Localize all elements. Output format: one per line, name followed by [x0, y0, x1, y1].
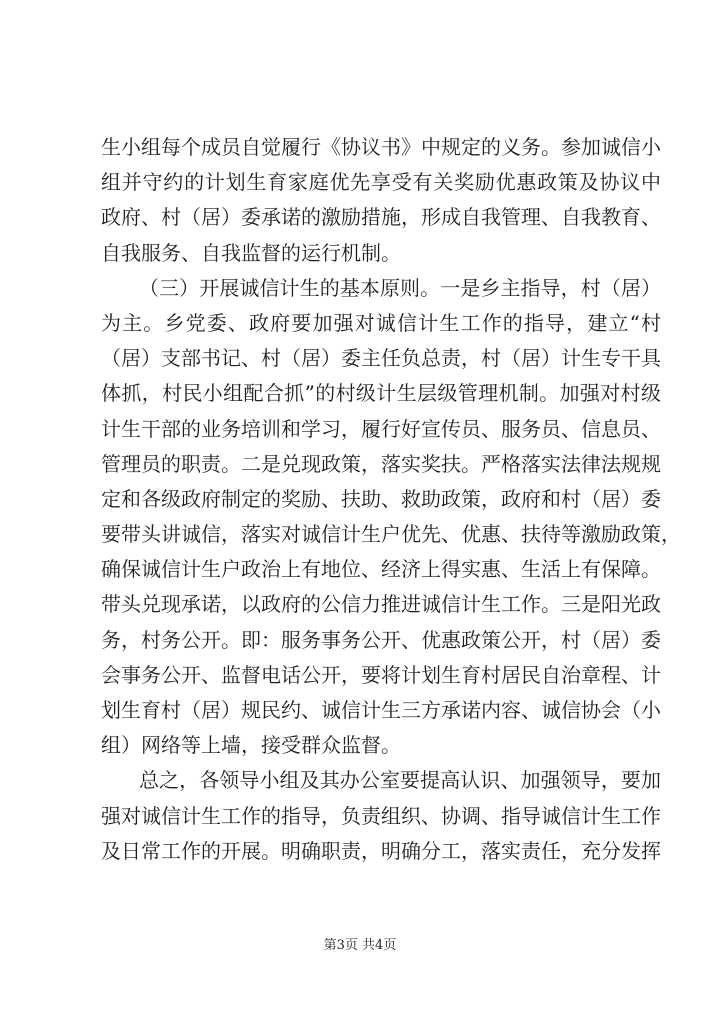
text-line: 要带头讲诚信，落实对诚信计生户优先、优惠、扶待等激励政策，: [101, 522, 681, 547]
text-line: 管理员的职责。二是兑现政策，落实奖扶。严格落实法律法规规: [101, 451, 661, 476]
text-line: 生小组每个成员自觉履行《协议书》中规定的义务。参加诚信小: [101, 135, 661, 159]
text-line: 及日常工作的开展。明确职责，明确分工，落实责任，充分发挥: [101, 838, 661, 863]
text-line: （三）开展诚信计生的基本原则。一是乡主指导，村（居）: [139, 275, 661, 300]
paragraph: [101, 763, 661, 869]
text-line: 计生干部的业务培训和学习，履行好宣传员、服务员、信息员、: [101, 416, 661, 441]
text-line: 总之，各领导小组及其办公室要提高认识、加强领导，要加: [139, 768, 661, 793]
document-body: [101, 130, 681, 869]
text-line: （居）支部书记、村（居）委主任负总责，村（居）计生专干具: [101, 346, 661, 371]
text-line: 组并守约的计划生育家庭优先享受有关奖励优惠政策及协议中: [101, 170, 661, 195]
paragraph: [101, 130, 661, 271]
text-line: 务，村务公开。即：服务事务公开、优惠政策公开，村（居）委: [101, 627, 661, 652]
text-line: 为主。乡党委、政府要加强对诚信计生工作的指导，建立“村: [101, 310, 661, 335]
text-line: 定和各级政府制定的奖励、扶助、救助政策，政府和村（居）委: [101, 486, 661, 511]
text-line: 组）网络等上墙，接受群众监督。: [101, 733, 401, 758]
text-line: 划生育村（居）规民约、诚信计生三方承诺内容、诚信协会（小: [101, 698, 661, 722]
text-line: 会事务公开、监督电话公开，要将计划生育村居民自治章程、计: [101, 662, 661, 687]
paragraph: [101, 271, 681, 764]
text-line: 带头兑现承诺，以政府的公信力推进诚信计生工作。三是阳光政: [101, 592, 661, 617]
text-line: 体抓，村民小组配合抓”的村级计生层级管理机制。加强对村级: [101, 381, 661, 406]
text-line: 政府、村（居）委承诺的激励措施，形成自我管理、自我教育、: [101, 205, 661, 230]
page-number-footer: 第3页 共4页: [323, 938, 397, 953]
text-line: 自我服务、自我监督的运行机制。: [101, 240, 401, 265]
text-line: 确保诚信计生户政治上有地位、经济上得实惠、生活上有保障。: [101, 557, 661, 582]
text-line: 强对诚信计生工作的指导，负责组织、协调、指导诚信计生工作: [101, 803, 661, 828]
